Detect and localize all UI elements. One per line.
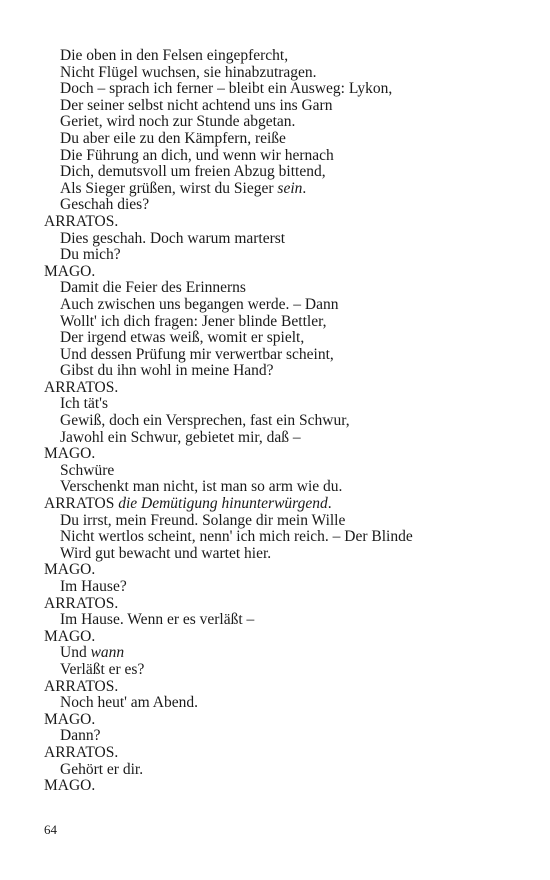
text-block (44, 48, 514, 795)
line-text: Gewiß, doch ein Versprechen, fast ein Schwur, (60, 412, 350, 430)
line-text: Der seiner selbst nicht achtend uns ins Garn (60, 96, 333, 114)
emphasis: wann (90, 644, 125, 662)
line-text: ARRATOS (44, 495, 119, 513)
line-text: Im Hause. Wenn er es verläßt – (60, 611, 255, 629)
verse-line (44, 363, 514, 380)
verse-line (44, 513, 514, 530)
verse-line (44, 330, 514, 347)
verse-line (44, 430, 514, 447)
line-text: Gibst du ihn wohl in meine Hand? (60, 362, 274, 380)
line-text: MAGO. (44, 445, 96, 463)
verse-line (44, 131, 514, 148)
line-text: Ich tät's (60, 395, 108, 413)
line-text: Jawohl ein Schwur, gebietet mir, daß – (60, 428, 301, 446)
line-text: Und dessen Prüfung mir verwertbar scheint, (60, 345, 334, 363)
line-text: ARRATOS. (44, 378, 119, 396)
line-text: Die Führung an dich, und wenn wir hernach (60, 146, 334, 164)
verse-line (44, 762, 514, 779)
speaker-name (44, 629, 514, 646)
line-text: Verläßt er es? (60, 660, 145, 678)
line-punctuation: . (302, 179, 307, 197)
line-text: Dies geschah. Doch warum marterst (60, 229, 286, 247)
line-text: Auch zwischen uns begangen werde. – Dann (60, 295, 339, 313)
line-text: MAGO. (44, 710, 96, 728)
speaker-name (44, 446, 514, 463)
line-text: ARRATOS. (44, 212, 119, 230)
stage-direction: die Demütigung hinunterwürgend (118, 495, 328, 513)
verse-line (44, 81, 514, 98)
speaker-name (44, 778, 514, 795)
verse-line (44, 546, 514, 563)
verse-line (44, 197, 514, 214)
speaker-name (44, 562, 514, 579)
line-text: Als Sieger grüßen, wirst du Sieger (60, 179, 278, 197)
line-punctuation: . (327, 495, 332, 513)
line-text: MAGO. (44, 627, 96, 645)
line-text: Du irrst, mein Freund. Solange dir mein Wille (60, 511, 346, 529)
verse-line (44, 314, 514, 331)
line-text: Wird gut bewacht und wartet hier. (60, 544, 272, 562)
verse-line (44, 413, 514, 430)
line-text: Im Hause? (60, 578, 127, 595)
line-text: ARRATOS. (44, 594, 119, 612)
verse-line (44, 695, 514, 712)
verse-line (44, 396, 514, 413)
line-text: Gehört er dir. (60, 760, 144, 778)
verse-line (44, 164, 514, 181)
verse-line (44, 463, 514, 480)
verse-line (44, 479, 514, 496)
line-text: Geschah dies? (60, 196, 150, 214)
verse-line (44, 645, 514, 662)
verse-line (44, 65, 514, 82)
verse-line (44, 579, 514, 596)
verse-line (44, 347, 514, 364)
line-text: Verschenkt man nicht, ist man so arm wie du. (60, 478, 343, 496)
speaker-name (44, 679, 514, 696)
speaker-name (44, 496, 514, 513)
line-text: Schwüre (60, 461, 115, 479)
speaker-name (44, 214, 514, 231)
line-text: ARRATOS. (44, 677, 119, 695)
line-text: Nicht wertlos scheint, nenn' ich mich reich. – Der Blinde (60, 528, 413, 546)
verse-line (44, 297, 514, 314)
emphasis: sein (277, 179, 303, 197)
line-text: Geriet, wird noch zur Stunde abgetan. (60, 113, 296, 131)
line-text: MAGO. (44, 262, 96, 280)
line-text: Dann? (60, 727, 101, 745)
line-text: Dich, demutsvoll um freien Abzug bittend, (60, 163, 326, 181)
line-text: Und (60, 644, 91, 662)
speaker-name (44, 264, 514, 281)
verse-line (44, 280, 514, 297)
speaker-name (44, 596, 514, 613)
line-text: Der irgend etwas weiß, womit er spielt, (60, 329, 305, 347)
verse-line (44, 114, 514, 131)
verse-line (44, 148, 514, 165)
verse-line (44, 231, 514, 248)
line-text: Damit die Feier des Erinnerns (60, 279, 246, 297)
line-text: Doch – sprach ich ferner – bleibt ein Ausweg: Lykon, (60, 80, 393, 98)
speaker-name (44, 380, 514, 397)
verse-line (44, 728, 514, 745)
line-text: Die oben in den Felsen eingepfercht, (60, 47, 289, 64)
line-text: Du aber eile zu den Kämpfern, reiße (60, 129, 286, 147)
verse-line (44, 181, 514, 198)
line-text: Wollt' ich dich fragen: Jener blinde Bettler, (60, 312, 327, 330)
line-text: Nicht Flügel wuchsen, sie hinabzutragen. (60, 63, 317, 81)
line-text: MAGO. (44, 777, 96, 795)
verse-line (44, 662, 514, 679)
speaker-name (44, 745, 514, 762)
line-text: Noch heut' am Abend. (60, 694, 198, 712)
verse-line (44, 48, 514, 65)
verse-line (44, 612, 514, 629)
verse-line (44, 98, 514, 115)
line-text: MAGO. (44, 561, 96, 579)
speaker-name (44, 712, 514, 729)
line-text: Du mich? (60, 246, 121, 264)
line-text: ARRATOS. (44, 743, 119, 761)
verse-line (44, 247, 514, 264)
page-number: 64 (44, 822, 57, 837)
verse-line (44, 529, 514, 546)
